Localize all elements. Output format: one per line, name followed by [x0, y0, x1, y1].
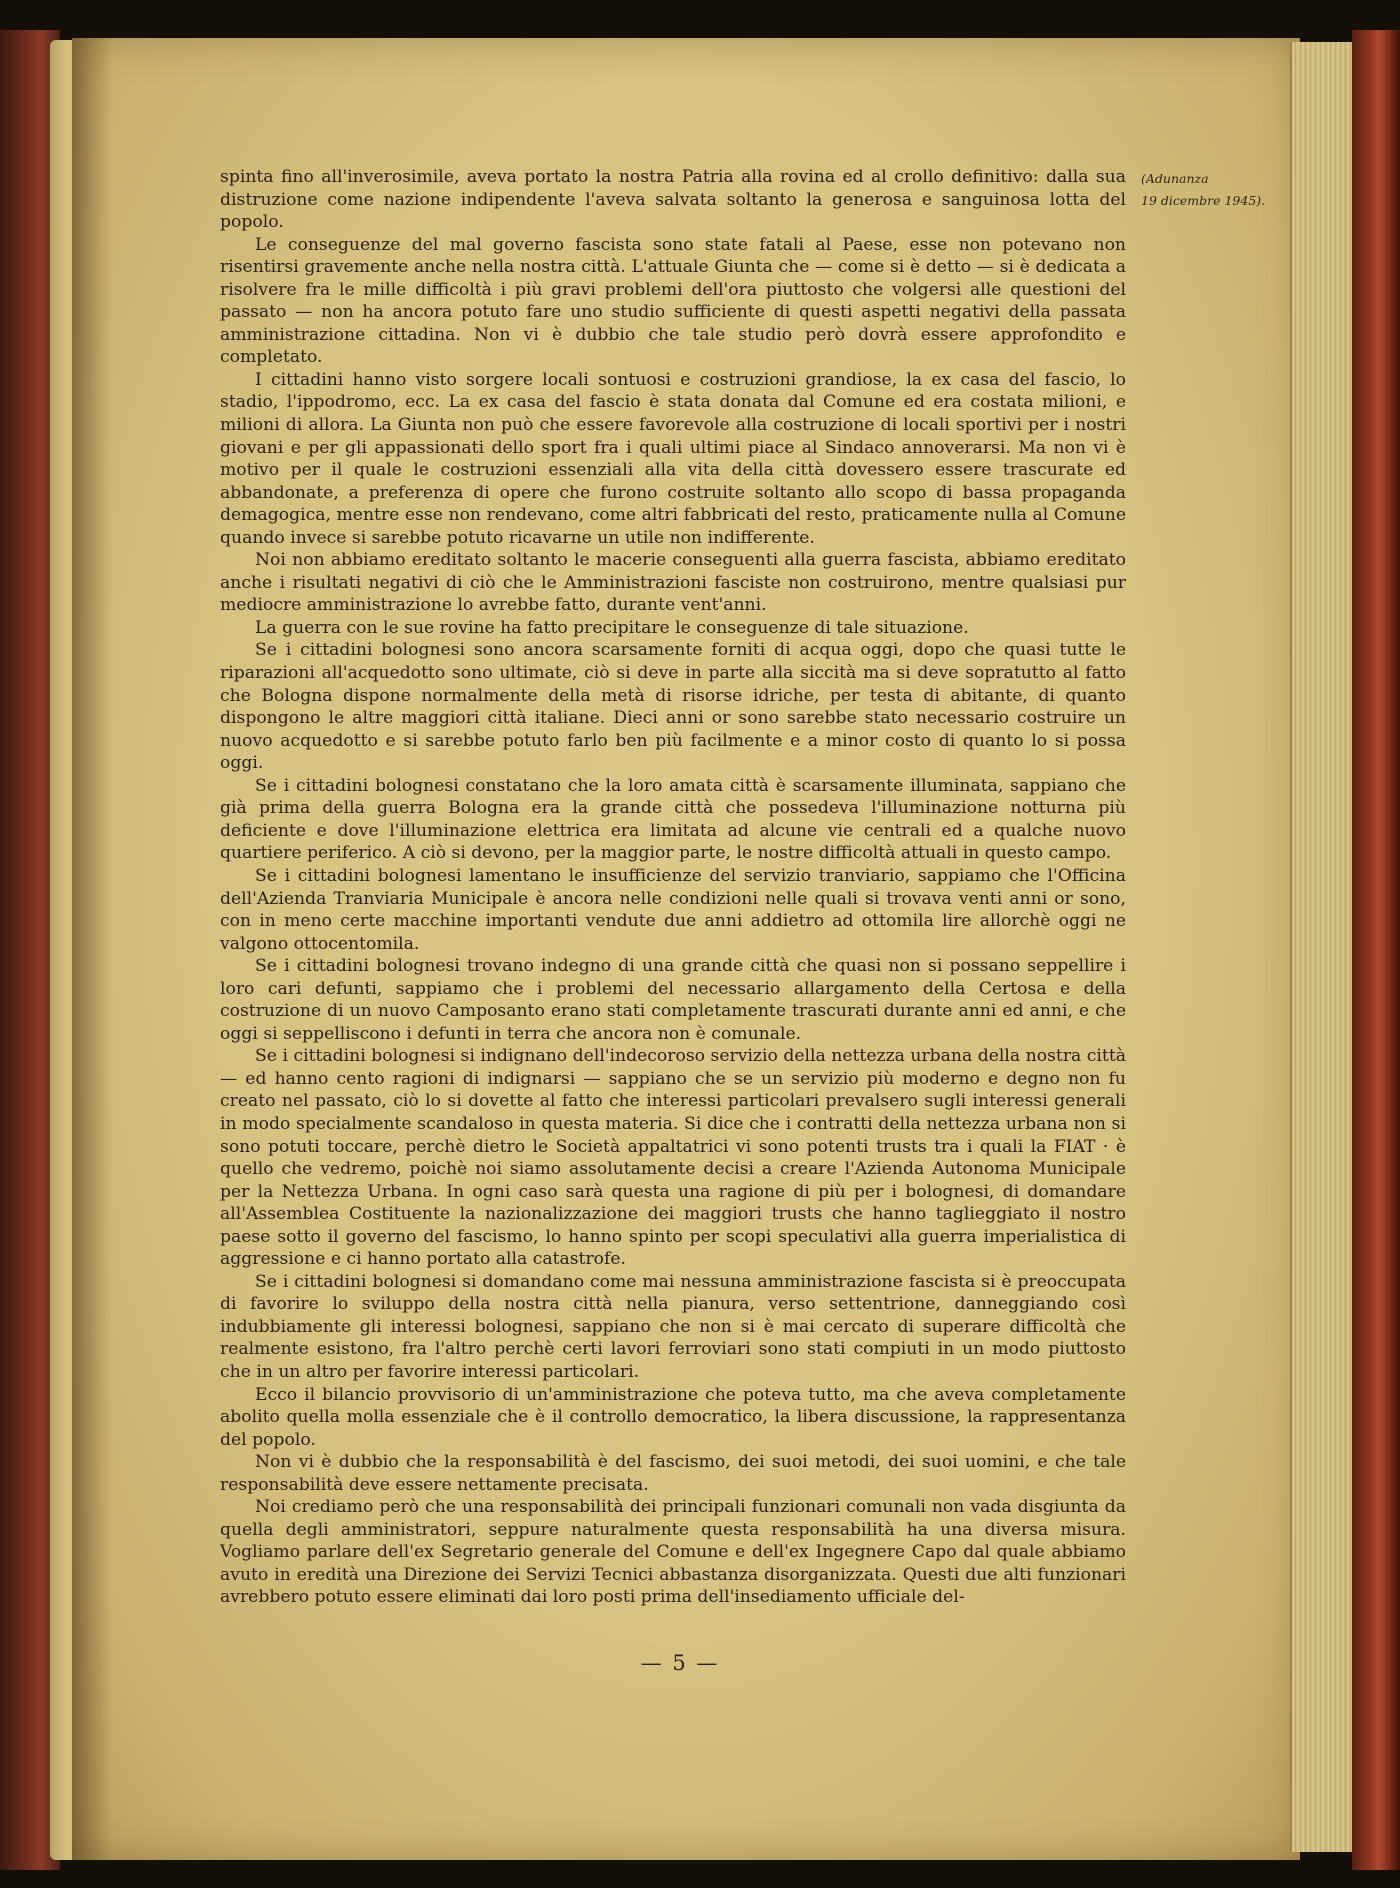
margin-note: [1141, 168, 1281, 212]
paragraph: Ecco il bilancio provvisorio di un'amministrazione che poteva tutto, ma che aveva completamente abolito quella molla essenziale che è il controllo democratico, la libera discussione, la rappresentanza del popolo.: [220, 1384, 1126, 1450]
paragraph: Noi non abbiamo ereditato soltanto le macerie conseguenti alla guerra fascista, abbiamo ereditato anche i risultati negativi di ciò che le Amministrazioni fasciste non costruirono, mentre qualsiasi pur mediocre amministrazione lo avrebbe fatto, durante vent'anni.: [220, 550, 1126, 616]
paragraph: Se i cittadini bolognesi sono ancora scarsamente forniti di acqua oggi, dopo che quasi tutte le riparazioni all'acquedotto sono ultimate, ciò si deve in parte alla siccità ma si deve sopratutto al fatto che Bologna dispone normalmente della metà di risorse idriche, per testa di abitante, di quanto dispongono le altre maggiori città italiane. Dieci anni or sono sarebbe stato necessario costruire un nuovo acquedotto e si sarebbe potuto farlo ben più facilmente e a minor costo di quanto lo si possa oggi.: [220, 640, 1126, 774]
paragraph: Se i cittadini bolognesi constatano che la loro amata città è scarsamente illuminata, sappiano che già prima della guerra Bologna era la grande città che possedeva l'illuminazione notturna più deficiente e dove l'illuminazione elettrica era limitata ad alcune vie centrali ed a qualche nuovo quartiere periferico. A ciò si devono, per la maggior parte, le nostre difficoltà attuali in questo campo.: [220, 775, 1126, 864]
paragraph: Non vi è dubbio che la responsabilità è del fascismo, dei suoi metodi, dei suoi uomini, e che tale responsabilità deve essere nettamente precisata.: [220, 1452, 1126, 1495]
page-number: — 5 —: [640, 1651, 720, 1675]
paragraph: Se i cittadini bolognesi trovano indegno di una grande città che quasi non si possano seppellire i loro cari defunti, sappiamo che i problemi del necessario allargamento della Certosa e della costruzione di un nuovo Camposanto erano stati completamente trascurati durante anni ed anni, e che oggi si seppelliscono i defunti in terra che ancora non è comunale.: [220, 956, 1126, 1044]
page-stack-edge: [1290, 42, 1354, 1852]
paragraph: Se i cittadini bolognesi si indignano dell'indecoroso servizio della nettezza urbana della nostra città — ed hanno cento ragioni di indignarsi — sappiano che se un servizio più moderno e degno non fu creato nel passato, ciò lo si dovette al fatto che interessi particolari prevalsero sugli interessi generali in modo specialmente scandaloso in questa materia. Si dice che i contratti della nettezza urbana non si sono potuti toccare, perchè dietro le Società appaltatrici vi sono potenti trusts tra i quali la FIAT · è quello che vedremo, poichè noi siamo assolutamente decisi a creare l'Azienda Autonoma Municipale per la Nettezza Urbana. In ogni caso sarà questa una ragione di più per i bolognesi, di domandare all'Assemblea Costituente la nazionalizzazione dei maggiori trusts che hanno taglieggiato il nostro paese sotto il governo del fascismo, lo hanno spinto per scopi speculativi alla guerra imperialistica di aggressione e ci hanno portato alla catastrofe.: [220, 1046, 1126, 1270]
paragraph: Se i cittadini bolognesi lamentano le insufficienze del servizio tranviario, sappiamo che l'Officina dell'Azienda Tranviaria Municipale è ancora nelle condizioni nelle quali si trovava venti anni or sono, con in meno certe macchine importanti vendute due anni addietro ad ottomila lire allorchè oggi ne valgono ottocentomila.: [220, 865, 1126, 954]
paragraph: Noi crediamo però che una responsabilità dei principali funzionari comunali non vada disgiunta da quella degli amministratori, seppure naturalmente questa responsabilità ha una diversa misura. Vogliamo parlare dell'ex Segretario generale del Comune e dell'ex Ingegnere Capo dal quale abbiamo avuto in eredità una Direzione dei Servizi Tecnici abbastanza disorganizzata. Questi due alti funzionari avrebbero potuto essere eliminati dai loro posti prima dell'insediamento ufficiale del-: [220, 1497, 1126, 1608]
book-cover-right: [1352, 30, 1400, 1870]
margin-note-line-2: 19 dicembre 1945).: [1141, 193, 1266, 208]
margin-note-line-1: (Adunanza: [1141, 171, 1209, 186]
paragraph: Se i cittadini bolognesi si domandano come mai nessuna amministrazione fascista si è preoccupata di favorire lo sviluppo della nostra città nella pianura, verso settentrione, danneggiando così indubbiamente gli interessi bolognesi, sappiano che non si è mai cercato di superare difficoltà che realmente esistono, fra l'altro perchè certi lavori ferroviari sono stati compiuti in un modo piuttosto che in un altro per favorire interessi particolari.: [220, 1271, 1126, 1382]
paragraph: spinta fino all'inverosimile, aveva portato la nostra Patria alla rovina ed al crollo definitivo: dalla sua distruzione come nazione indipendente l'aveva salvata soltanto la generosa e sanguinosa lotta del popolo.: [220, 167, 1126, 233]
paragraph: I cittadini hanno visto sorgere locali sontuosi e costruzioni grandiose, la ex casa del fascio, lo stadio, l'ippodromo, ecc. La ex casa del fascio è stata donata dal Comune ed era costata milioni, e milioni di allora. La Giunta non può che essere favorevole alla costruzione di locali sportivi per i nostri giovani e per gli appassionati dello sport fra i quali ultimi piace al Sindaco annoverarsi. Ma non vi è motivo per il quale le costruzioni essenziali alla vita della città dovessero essere trascurate ed abbandonate, a preferenza di opere che furono costruite soltanto allo scopo di bassa propaganda demagogica, mentre esse non rendevano, come altri fabbricati del resto, praticamente nulla al Comune quando invece si sarebbe potuto ricavarne un utile non indifferente.: [220, 369, 1126, 548]
gutter-shadow: [72, 38, 112, 1860]
paragraph: La guerra con le sue rovine ha fatto precipitare le conseguenze di tale situazione.: [255, 617, 969, 638]
paragraph: Le conseguenze del mal governo fascista sono state fatali al Paese, esse non potevano non risentirsi gravemente anche nella nostra città. L'attuale Giunta che — come si è detto — si è dedicata a risolvere fra le mille difficoltà i più gravi problemi dell'ora piuttosto che volgersi alle questioni del passato — non ha ancora potuto fare uno studio sufficiente di questi aspetti negativi della passata amministrazione cittadina. Non vi è dubbio che tale studio però dovrà essere approfondito e completato.: [220, 234, 1126, 368]
body-text: [220, 166, 1126, 1609]
